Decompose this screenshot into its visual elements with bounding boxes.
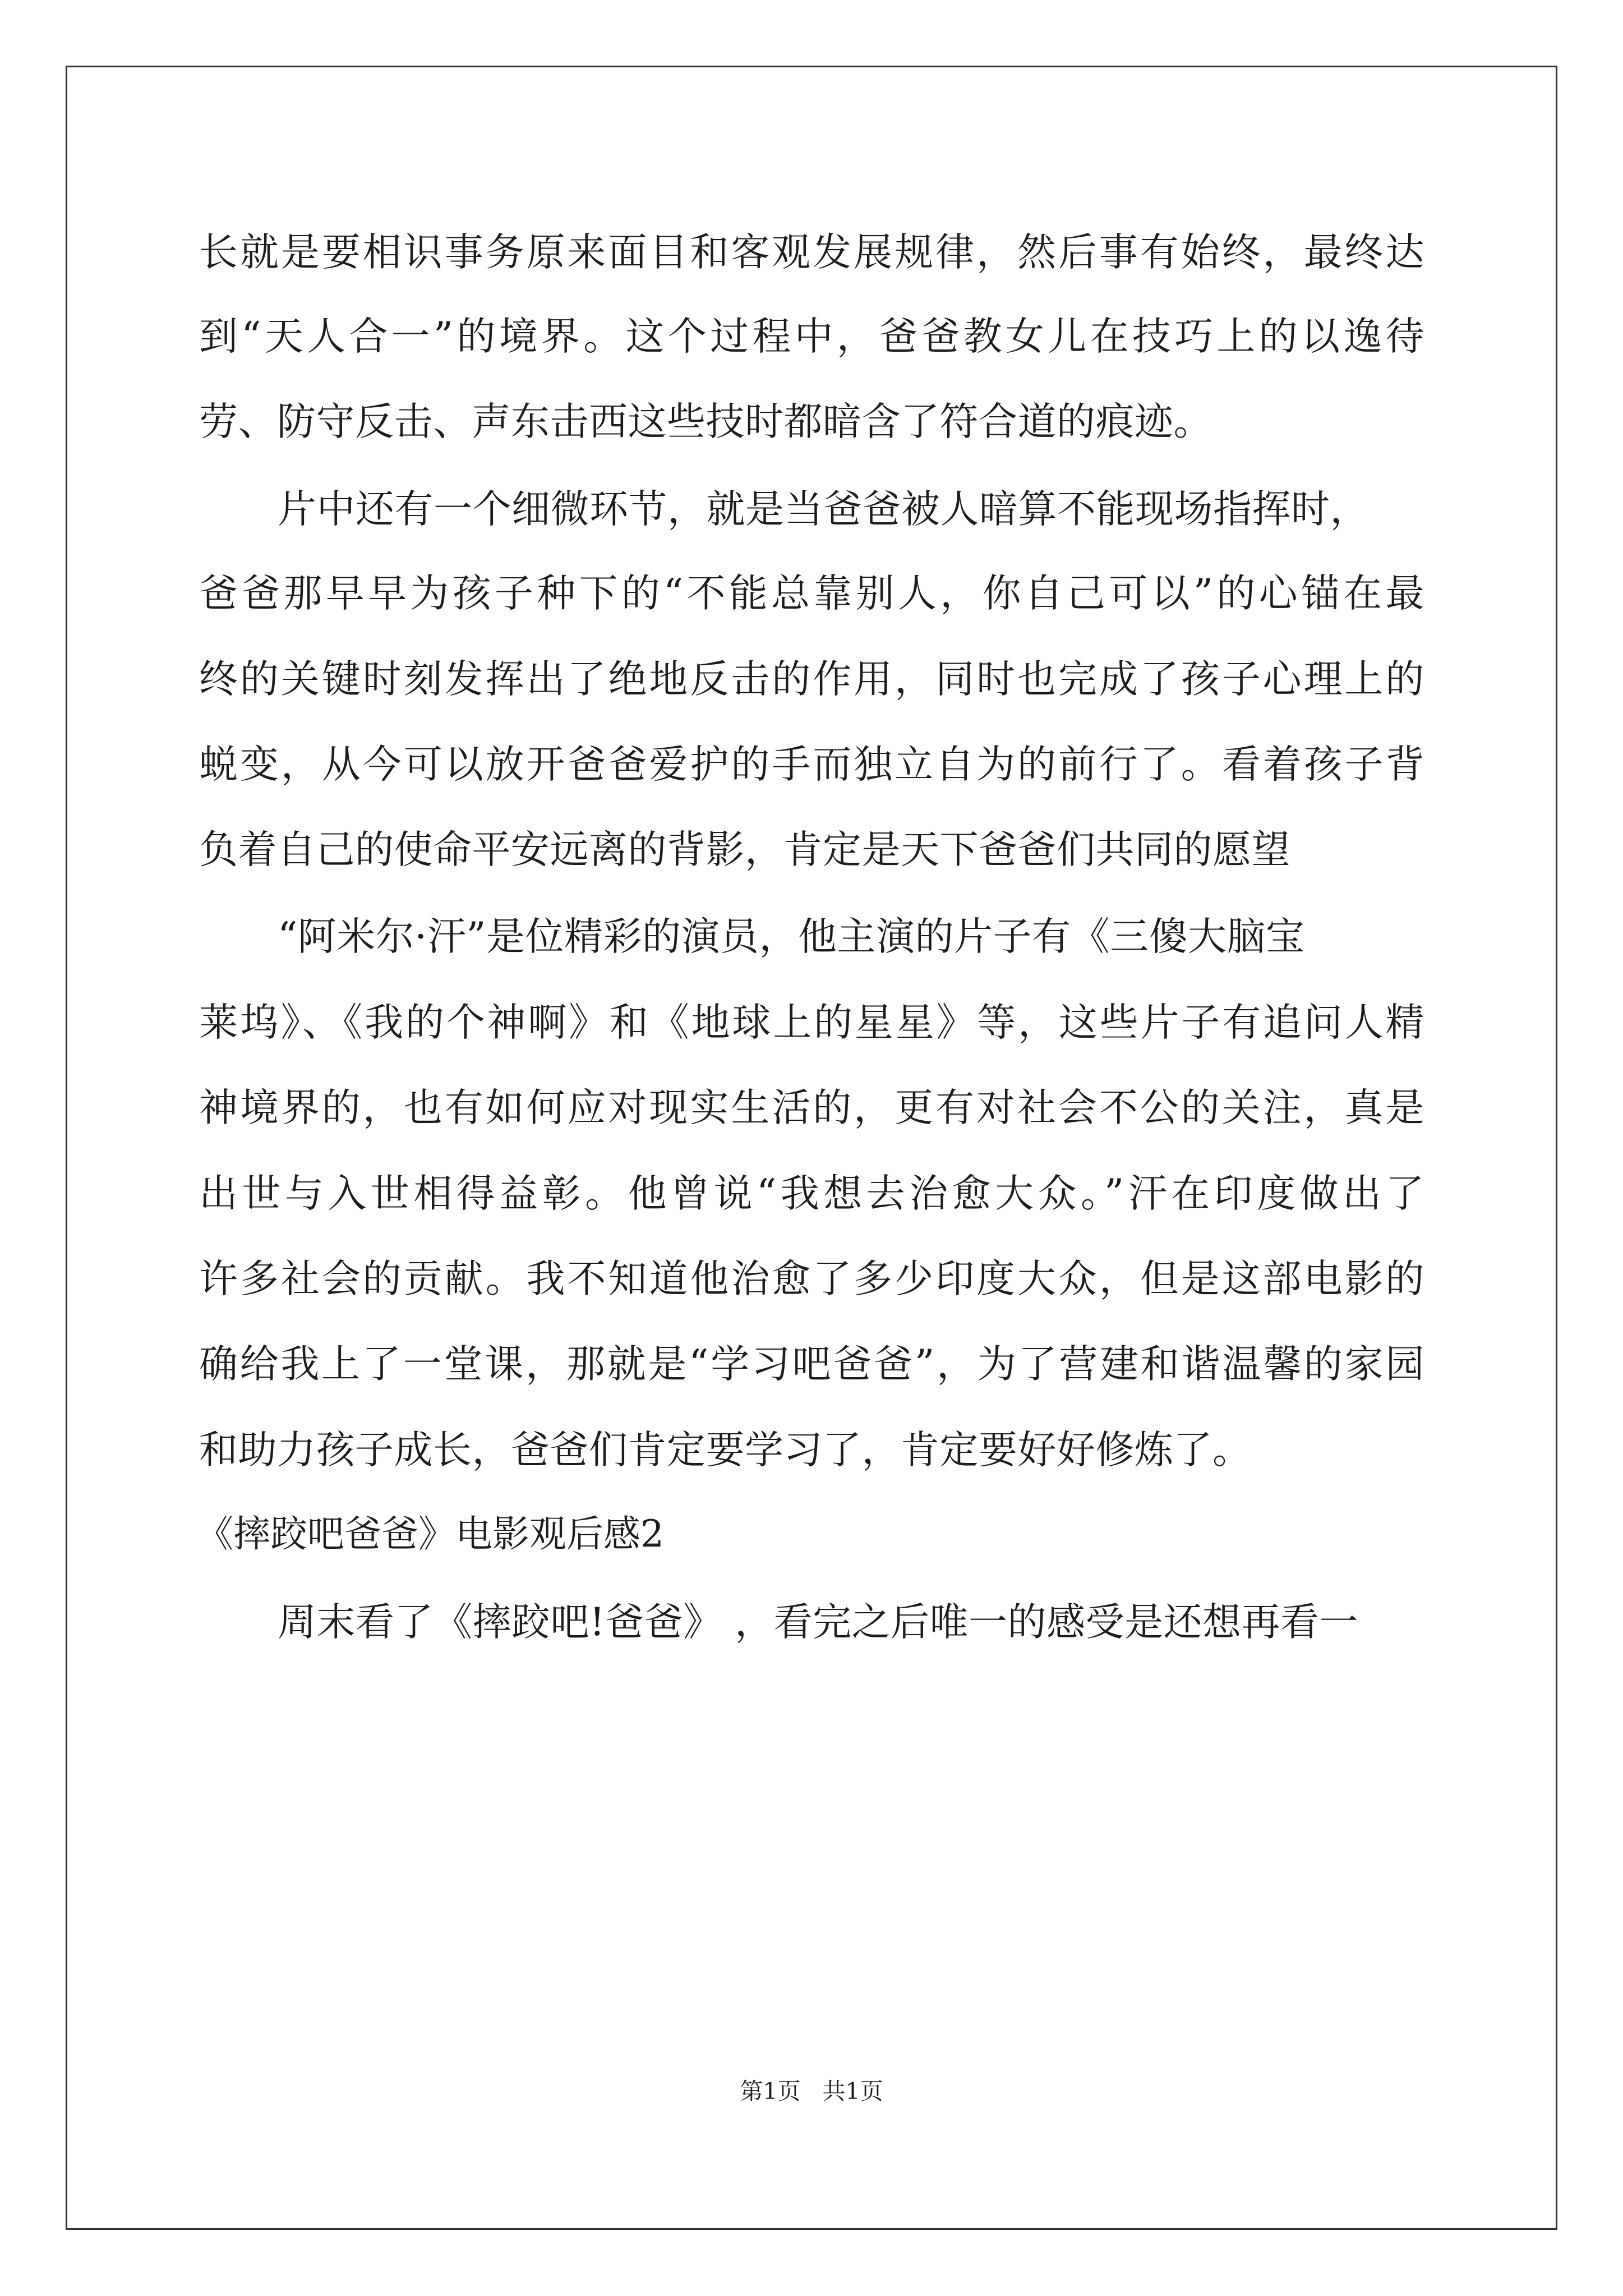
text-line: 长就是要相识事务原来面目和客观发展规律，然后事有始终，最终达 bbox=[199, 230, 1424, 275]
text-line: 确给我上了一堂课，那就是“学习吧爸爸”，为了营建和谐温馨的家园 bbox=[199, 1342, 1424, 1387]
text-line: 莱坞》、《我的个神啊》和《地球上的星星》等，这些片子有追问人精 bbox=[199, 1000, 1424, 1045]
text-line: 负着自己的使命平安远离的背影，肯定是天下爸爸们共同的愿望 bbox=[199, 827, 1290, 872]
page-number-footer: 第1页 共1页 bbox=[740, 2078, 883, 2105]
paragraph-first-line: 周末看了《摔跤吧!爸爸》 ，看完之后唯一的感受是还想再看一 bbox=[278, 1600, 1359, 1645]
text-line: 到“天人合一”的境界。这个过程中，爸爸教女儿在技巧上的以逸待 bbox=[199, 314, 1424, 359]
text-line: 神境界的，也有如何应对现实生活的，更有对社会不公的关注，真是 bbox=[199, 1085, 1424, 1130]
paragraph-first-line: “阿米尔·汗”是位精彩的演员，他主演的片子有《三傻大脑宝 bbox=[278, 914, 1305, 959]
text-line: 劳、防守反击、声东击西这些技时都暗含了符合道的痕迹。 bbox=[199, 399, 1212, 444]
section-heading: 《摔跤吧爸爸》电影观后感2 bbox=[196, 1512, 664, 1556]
text-line: 蜕变，从今可以放开爸爸爱护的手而独立自为的前行了。看着孩子背 bbox=[199, 742, 1424, 787]
text-line: 出世与入世相得益彰。他曾说“我想去治愈大众。”汗在印度做出了 bbox=[199, 1171, 1424, 1216]
text-line: 许多社会的贡献。我不知道他治愈了多少印度大众，但是这部电影的 bbox=[199, 1257, 1424, 1301]
text-line: 爸爸那早早为孩子种下的“不能总靠别人，你自己可以”的心锚在最 bbox=[199, 571, 1424, 616]
text-line: 终的关键时刻发挥出了绝地反击的作用，同时也完成了孩子心理上的 bbox=[199, 657, 1424, 702]
text-line: 和助力孩子成长，爸爸们肯定要学习了，肯定要好好修炼了。 bbox=[199, 1428, 1252, 1473]
paragraph-first-line: 片中还有一个细微环节，就是当爸爸被人暗算不能现场指挥时， bbox=[278, 487, 1369, 532]
